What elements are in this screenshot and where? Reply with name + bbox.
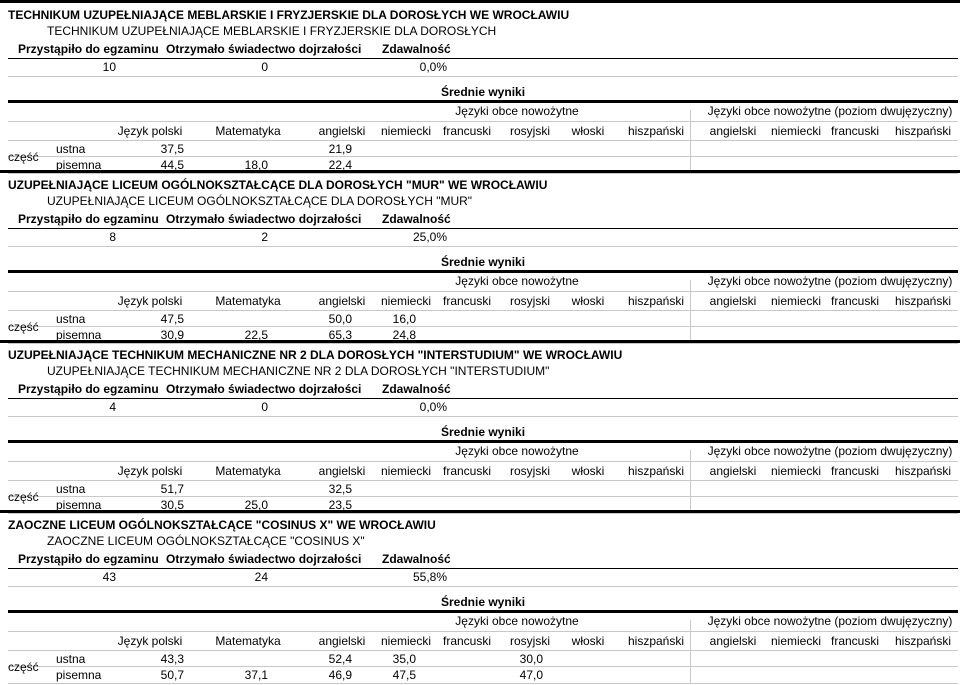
przystapilo-value: 43 <box>102 570 116 584</box>
col-language: niemiecki <box>380 464 431 478</box>
przystapilo-value: 8 <box>109 230 116 244</box>
score-pisemna-polski: 30,9 <box>160 328 184 342</box>
zdawalnosc-value: 0,0% <box>419 60 447 74</box>
col-language-dwujezyczny: francuski <box>830 294 880 308</box>
section-divider <box>0 510 960 513</box>
label-srednie-wyniki: Średnie wyniki <box>441 255 526 269</box>
col-matematyka: Matematyka <box>215 464 281 478</box>
row-divider <box>8 156 958 157</box>
score-pisemna-niemiecki: 47,5 <box>392 668 416 682</box>
col-language: francuski <box>442 634 492 648</box>
school-name: UZUPEŁNIAJĄCE LICEUM OGÓLNOKSZTAŁCĄCE DLA DOROSŁYCH "MUR" <box>47 194 473 208</box>
col-language: rosyjski <box>509 294 550 308</box>
otrzymalo-value: 24 <box>254 570 268 584</box>
column-divider <box>690 450 691 513</box>
col-language-dwujezyczny: hiszpański <box>894 464 952 478</box>
col-matematyka: Matematyka <box>215 124 281 138</box>
col-language: hiszpański <box>627 294 685 308</box>
school-full-name: TECHNIKUM UZUPEŁNIAJĄCE MEBLARSKIE I FRYZJERSKIE DLA DOROSŁYCH WE WROCŁAWIU <box>8 8 570 22</box>
row-divider <box>8 246 958 247</box>
col-language-dwujezyczny: francuski <box>830 124 880 138</box>
score-pisemna-angielski: 65,3 <box>328 328 352 342</box>
column-divider <box>690 620 691 683</box>
label-ustna: ustna <box>56 312 86 326</box>
column-divider <box>690 280 691 343</box>
col-language-dwujezyczny: hiszpański <box>894 124 952 138</box>
score-pisemna-angielski: 23,5 <box>328 498 352 512</box>
score-pisemna-niemiecki: 24,8 <box>392 328 416 342</box>
label-czesc: część <box>8 490 39 504</box>
otrzymalo-value: 0 <box>261 400 268 414</box>
col-language-dwujezyczny: hiszpański <box>894 634 952 648</box>
col-language: angielski <box>318 634 366 648</box>
score-ustna-angielski: 32,5 <box>328 482 352 496</box>
label-pisemna: pisemna <box>56 328 102 342</box>
label-zdawalnosc: Zdawalność <box>382 382 451 396</box>
col-language-dwujezyczny: angielski <box>709 124 757 138</box>
label-otrzymalo: Otrzymało świadectwo dojrzałości <box>166 42 362 56</box>
row-divider <box>8 310 958 311</box>
col-language-dwujezyczny: angielski <box>709 634 757 648</box>
label-jezyki-obce: Języki obce nowożytne <box>455 104 579 118</box>
label-czesc: część <box>8 660 39 674</box>
col-language: niemiecki <box>380 124 431 138</box>
label-jezyki-obce-dwujezyczne: Języki obce nowożytne (poziom dwujęzyczny) <box>707 444 953 458</box>
label-zdawalnosc: Zdawalność <box>382 212 451 226</box>
label-zdawalnosc: Zdawalność <box>382 42 451 56</box>
przystapilo-value: 4 <box>109 400 116 414</box>
score-pisemna-polski: 50,7 <box>160 668 184 682</box>
label-jezyki-obce-dwujezyczne: Języki obce nowożytne (poziom dwujęzyczny) <box>707 614 953 628</box>
col-jezyk-polski: Język polski <box>117 294 183 308</box>
col-language-dwujezyczny: niemiecki <box>770 294 821 308</box>
zdawalnosc-value: 55,8% <box>412 570 447 584</box>
col-language: angielski <box>318 464 366 478</box>
label-przystapilo: Przystąpiło do egzaminu <box>18 212 159 226</box>
results-divider <box>8 440 958 443</box>
label-jezyki-obce-dwujezyczne: Języki obce nowożytne (poziom dwujęzyczny) <box>707 274 953 288</box>
score-pisemna-angielski: 46,9 <box>328 668 352 682</box>
school-full-name: ZAOCZNE LICEUM OGÓLNOKSZTAŁCĄCE "COSINUS X" WE WROCŁAWIU <box>8 518 436 532</box>
row-divider <box>8 416 958 417</box>
score-ustna-niemiecki: 16,0 <box>392 312 416 326</box>
score-pisemna-matematyka: 37,1 <box>244 668 268 682</box>
row-divider <box>8 76 958 77</box>
row-divider <box>8 496 958 497</box>
col-language-dwujezyczny: hiszpański <box>894 294 952 308</box>
col-language-dwujezyczny: francuski <box>830 634 880 648</box>
col-jezyk-polski: Język polski <box>117 464 183 478</box>
label-srednie-wyniki: Średnie wyniki <box>441 425 526 439</box>
col-language-dwujezyczny: angielski <box>709 294 757 308</box>
label-otrzymalo: Otrzymało świadectwo dojrzałości <box>166 212 362 226</box>
row-divider <box>8 650 958 651</box>
col-language-dwujezyczny: angielski <box>709 464 757 478</box>
label-przystapilo: Przystąpiło do egzaminu <box>18 552 159 566</box>
section-divider <box>0 170 960 173</box>
col-language-dwujezyczny: niemiecki <box>770 124 821 138</box>
col-language: rosyjski <box>509 634 550 648</box>
school-full-name: UZUPEŁNIAJĄCE TECHNIKUM MECHANICZNE NR 2 DLA DOROSŁYCH "INTERSTUDIUM" WE WROCŁAWIU <box>8 348 623 362</box>
score-pisemna-matematyka: 22,5 <box>244 328 268 342</box>
section-divider <box>0 340 960 343</box>
results-divider <box>8 270 958 273</box>
col-language: francuski <box>442 124 492 138</box>
header-underline <box>8 228 958 229</box>
col-language: rosyjski <box>509 464 550 478</box>
label-srednie-wyniki: Średnie wyniki <box>441 85 526 99</box>
col-language: francuski <box>442 294 492 308</box>
score-ustna-angielski: 50,0 <box>328 312 352 326</box>
school-name: ZAOCZNE LICEUM OGÓLNOKSZTAŁCĄCE "COSINUS X" <box>47 534 365 548</box>
row-divider <box>8 683 958 684</box>
col-language: rosyjski <box>509 124 550 138</box>
col-matematyka: Matematyka <box>215 634 281 648</box>
column-divider <box>690 110 691 173</box>
label-otrzymalo: Otrzymało świadectwo dojrzałości <box>166 382 362 396</box>
col-language: niemiecki <box>380 634 431 648</box>
school-name: UZUPEŁNIAJĄCE TECHNIKUM MECHANICZNE NR 2 DLA DOROSŁYCH "INTERSTUDIUM" <box>47 364 550 378</box>
col-language-dwujezyczny: niemiecki <box>770 464 821 478</box>
col-language: francuski <box>442 464 492 478</box>
col-language: angielski <box>318 124 366 138</box>
col-jezyk-polski: Język polski <box>117 634 183 648</box>
score-ustna-niemiecki: 35,0 <box>392 652 416 666</box>
row-divider <box>8 173 958 174</box>
col-language: włoski <box>571 294 605 308</box>
results-divider <box>8 610 958 613</box>
row-divider <box>8 480 958 481</box>
header-underline <box>8 568 958 569</box>
label-jezyki-obce: Języki obce nowożytne <box>455 614 579 628</box>
score-pisemna-francuski: 47,0 <box>519 668 543 682</box>
row-divider <box>8 586 958 587</box>
label-przystapilo: Przystąpiło do egzaminu <box>18 382 159 396</box>
col-language: hiszpański <box>627 124 685 138</box>
label-czesc: część <box>8 150 39 164</box>
score-ustna-polski: 37,5 <box>160 142 184 156</box>
score-pisemna-matematyka: 25,0 <box>244 498 268 512</box>
label-pisemna: pisemna <box>56 158 102 172</box>
col-matematyka: Matematyka <box>215 294 281 308</box>
label-ustna: ustna <box>56 482 86 496</box>
col-jezyk-polski: Język polski <box>117 124 183 138</box>
row-divider <box>8 461 958 462</box>
school-name: TECHNIKUM UZUPEŁNIAJĄCE MEBLARSKIE I FRYZJERSKIE DLA DOROSŁYCH <box>47 24 497 38</box>
school-full-name: UZUPEŁNIAJĄCE LICEUM OGÓLNOKSZTAŁCĄCE DLA DOROSŁYCH "MUR" WE WROCŁAWIU <box>8 178 548 192</box>
col-language: włoski <box>571 464 605 478</box>
label-jezyki-obce: Języki obce nowożytne <box>455 274 579 288</box>
col-language: hiszpański <box>627 464 685 478</box>
label-jezyki-obce-dwujezyczne: Języki obce nowożytne (poziom dwujęzyczny) <box>707 104 953 118</box>
score-ustna-polski: 51,7 <box>160 482 184 496</box>
row-divider <box>8 140 958 141</box>
zdawalnosc-value: 25,0% <box>412 230 447 244</box>
label-ustna: ustna <box>56 142 86 156</box>
label-ustna: ustna <box>56 652 86 666</box>
score-ustna-polski: 43,3 <box>160 652 184 666</box>
label-jezyki-obce: Języki obce nowożytne <box>455 444 579 458</box>
label-czesc: część <box>8 320 39 334</box>
section-divider <box>0 0 960 3</box>
score-pisemna-polski: 44,5 <box>160 158 184 172</box>
col-language: hiszpański <box>627 634 685 648</box>
otrzymalo-value: 0 <box>261 60 268 74</box>
label-srednie-wyniki: Średnie wyniki <box>441 595 526 609</box>
header-underline <box>8 398 958 399</box>
label-przystapilo: Przystąpiło do egzaminu <box>18 42 159 56</box>
label-pisemna: pisemna <box>56 668 102 682</box>
score-pisemna-matematyka: 18,0 <box>244 158 268 172</box>
label-otrzymalo: Otrzymało świadectwo dojrzałości <box>166 552 362 566</box>
przystapilo-value: 10 <box>102 60 116 74</box>
row-divider <box>8 343 958 344</box>
col-language: włoski <box>571 124 605 138</box>
label-pisemna: pisemna <box>56 498 102 512</box>
score-ustna-angielski: 21,9 <box>328 142 352 156</box>
row-divider <box>8 631 958 632</box>
header-underline <box>8 58 958 59</box>
row-divider <box>8 326 958 327</box>
label-zdawalnosc: Zdawalność <box>382 552 451 566</box>
col-language-dwujezyczny: francuski <box>830 464 880 478</box>
score-pisemna-angielski: 22,4 <box>328 158 352 172</box>
row-divider <box>8 513 958 514</box>
col-language: angielski <box>318 294 366 308</box>
row-divider <box>8 121 958 122</box>
score-ustna-polski: 47,5 <box>160 312 184 326</box>
col-language: włoski <box>571 634 605 648</box>
otrzymalo-value: 2 <box>261 230 268 244</box>
results-divider <box>8 100 958 103</box>
row-divider <box>8 666 958 667</box>
score-pisemna-polski: 30,5 <box>160 498 184 512</box>
col-language: niemiecki <box>380 294 431 308</box>
score-ustna-angielski: 52,4 <box>328 652 352 666</box>
zdawalnosc-value: 0,0% <box>419 400 447 414</box>
col-language-dwujezyczny: niemiecki <box>770 634 821 648</box>
row-divider <box>8 291 958 292</box>
score-ustna-francuski: 30,0 <box>519 652 543 666</box>
